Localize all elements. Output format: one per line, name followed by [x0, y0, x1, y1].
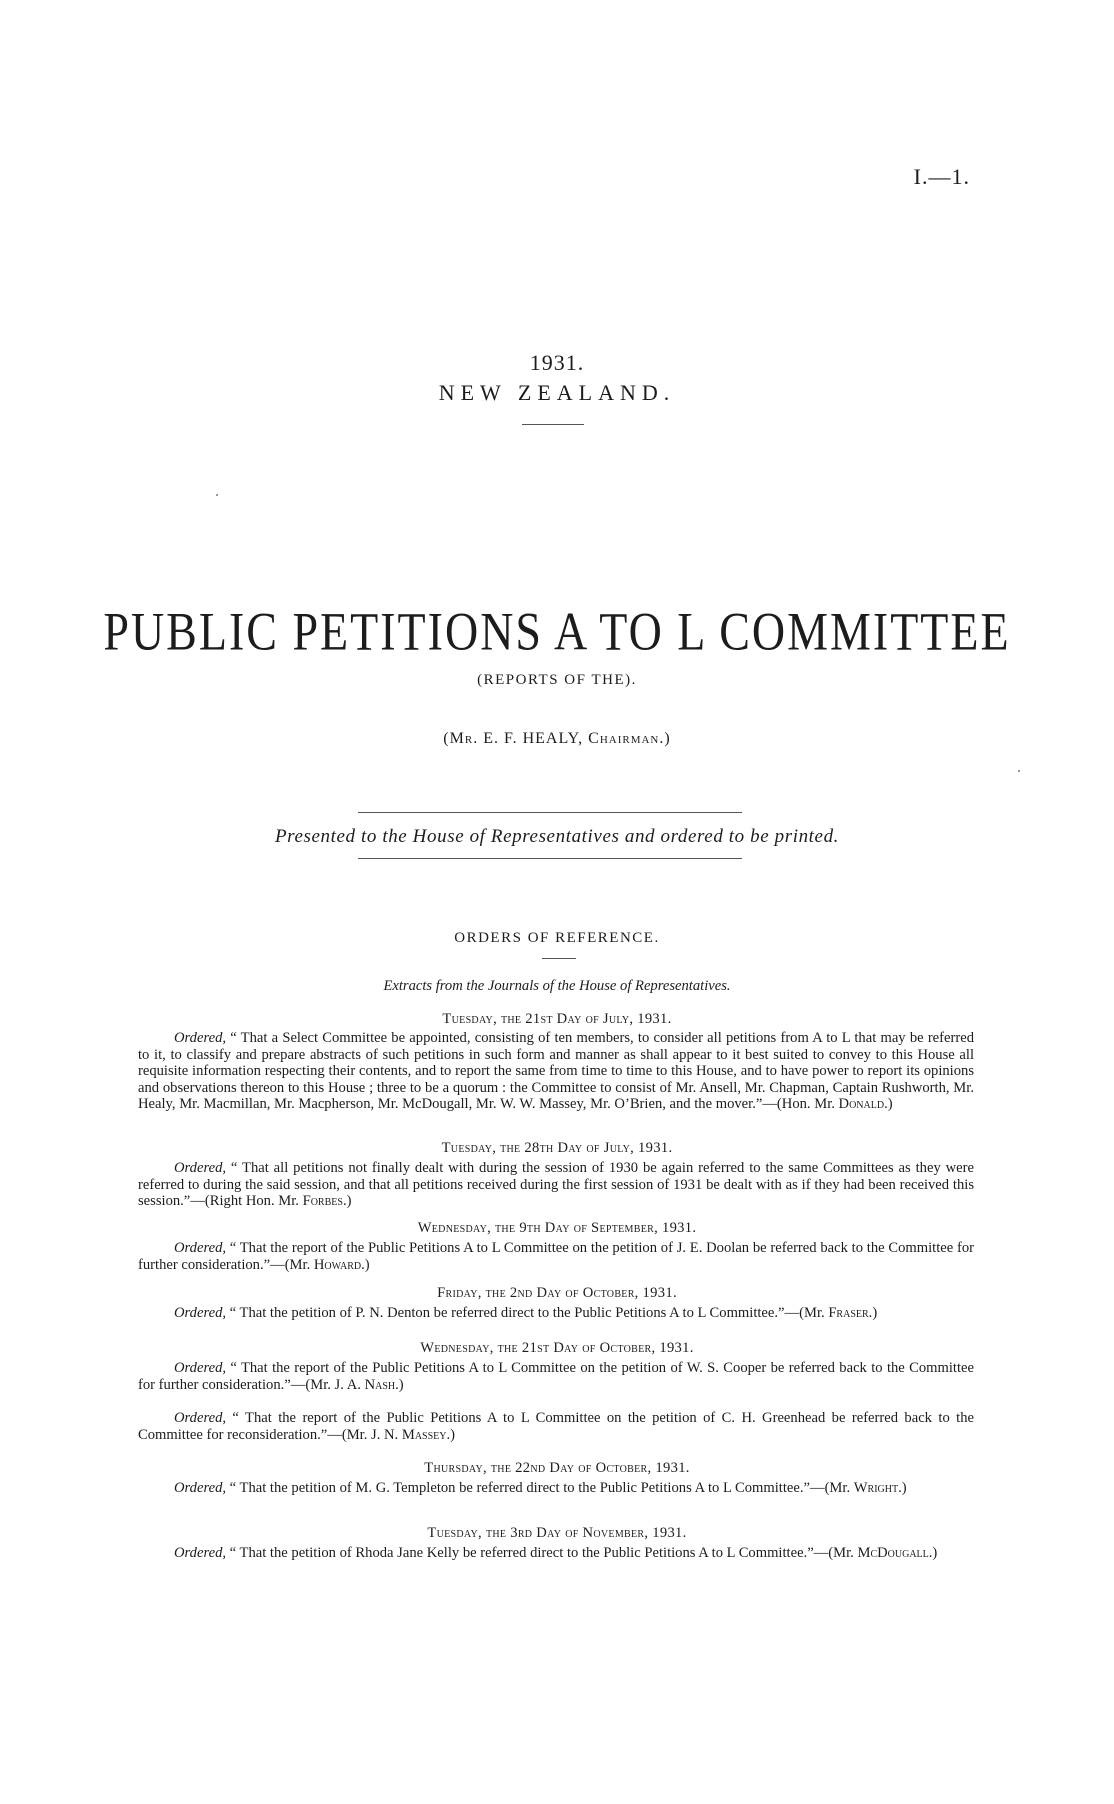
order-entry [138, 1030, 974, 1113]
order-end: .) [884, 1096, 893, 1113]
entry-date: Thursday, the 22nd Day of October, 1931. [424, 1460, 690, 1476]
order-text: “ That the report of the Public Petitions A to L Committee on the petition of J. E. Doolan be referred back to the Committee for further consideration.”—(Mr. [138, 1240, 974, 1273]
order-text: “ That the report of the Public Petitions A to L Committee on the petition of W. S. Cooper be referred back to the Committee for further consideration.”—(Mr. J. A. [138, 1360, 974, 1393]
entry-date: Wednesday, the 9th Day of September, 1931. [417, 1220, 697, 1236]
document-title: PUBLIC PETITIONS A TO L COMMITTEE [103, 601, 1011, 662]
ordered-label: Ordered, [174, 1480, 227, 1496]
order-text: “ That a Select Committee be appointed, consisting of ten members, to consider all petitions from A to L that may be referred to it, to classify and prepare abstracts of such petitions in such form and manner as shall appear to it best suited to convey to this House all requisite information respecting their contents, and to report the same from time to time to this House, and to have power to report its opinions and observations thereon to this House ; three to be a quorum : the Committee to consist of Mr. Ansell, Mr. Chapman, Captain Rushworth, Mr. Healy, Mr. Macmillan, Mr. Macpherson, Mr. McDougall, Mr. W. W. Massey, Mr. O’Brien, and the mover.”—(Hon. Mr. [138, 1030, 974, 1113]
country: NEW ZEALAND. [438, 380, 676, 405]
order-end: .) [898, 1480, 907, 1496]
order-end: .) [446, 1426, 456, 1443]
chairman-open: ( [443, 730, 450, 747]
order-text: “ That the petition of Rhoda Jane Kelly be referred direct to the Public Petitions A to L Committee.”—(Mr. [226, 1545, 858, 1561]
order-mover: Nash [364, 1376, 396, 1393]
presented-rule-top [358, 812, 742, 813]
order-entry [138, 1410, 974, 1443]
order-mover: Massey [401, 1426, 447, 1443]
entry-date: Tuesday, the 3rd Day of November, 1931. [427, 1525, 687, 1541]
document-subtitle: (REPORTS OF THE). [477, 672, 637, 688]
order-mover: Fraser [828, 1305, 869, 1321]
order-end: .) [395, 1376, 404, 1393]
journal-extracts-caption: Extracts from the Journals of the House of Representatives. [383, 978, 731, 994]
order-entry [138, 1240, 974, 1273]
order-text: “ That the petition of P. N. Denton be referred direct to the Public Petitions A to L Committee.”—(Mr. [226, 1305, 829, 1321]
order-entry [138, 1160, 974, 1210]
order-end: .) [868, 1305, 878, 1321]
page-reference: I.—1. [913, 164, 970, 189]
order-mover: Donald [838, 1096, 885, 1113]
ordered-label: Ordered, [174, 1545, 227, 1561]
ordered-label: Ordered, [174, 1410, 227, 1426]
order-mover: Howard [313, 1256, 362, 1273]
ordered-label: Ordered, [174, 1160, 227, 1176]
order-end: .) [928, 1545, 938, 1561]
order-end: .) [342, 1193, 352, 1210]
order-mover: Wright [853, 1480, 899, 1496]
scan-speck [1018, 770, 1020, 772]
order-text: “ That the petition of M. G. Templeton be referred direct to the Public Petitions A to L Committee.”—(Mr. [226, 1480, 854, 1496]
order-entry [138, 1480, 974, 1497]
entry-date: Wednesday, the 21st Day of October, 1931. [420, 1340, 694, 1356]
orders-divider [542, 958, 576, 959]
chairman-role: Chairman [588, 730, 660, 747]
entry-date: Friday, the 2nd Day of October, 1931. [437, 1285, 677, 1301]
header-divider [522, 424, 584, 425]
entry-date: Tuesday, the 21st Day of July, 1931. [442, 1011, 672, 1027]
order-entry [138, 1305, 974, 1322]
entry-date: Tuesday, the 28th Day of July, 1931. [441, 1140, 673, 1156]
ordered-label: Ordered, [174, 1305, 227, 1321]
presented-rule-bottom [358, 858, 742, 859]
order-mover: McDougall [857, 1545, 929, 1561]
ordered-label: Ordered, [174, 1240, 227, 1256]
ordered-label: Ordered, [174, 1030, 227, 1046]
order-mover: Forbes [302, 1193, 343, 1210]
presented-line: Presented to the House of Representatives and ordered to be printed. [274, 826, 840, 847]
order-end: .) [361, 1256, 370, 1273]
order-text: “ That the report of the Public Petitions A to L Committee on the petition of C. H. Greenhead be referred back to the Committee for reconsideration.”—(Mr. J. N. [138, 1410, 974, 1443]
scan-speck [216, 494, 218, 496]
ordered-label: Ordered, [174, 1360, 227, 1376]
order-entry [138, 1545, 974, 1562]
chairman-title: Mr. [449, 730, 479, 747]
chairman-name: E. F. HEALY, [478, 730, 589, 747]
orders-heading: ORDERS OF REFERENCE. [454, 930, 660, 946]
chairman-close: .) [659, 730, 671, 747]
year: 1931. [529, 350, 585, 375]
order-text: “ That all petitions not finally dealt with during the session of 1930 be again referred to the same Committees as they were referred to during the said session, and that all petitions received during the first session of 1931 be dealt with as if they had been received this session.”—(Right Hon. Mr. [138, 1160, 974, 1210]
chairman-line [0, 730, 1114, 748]
order-entry [138, 1360, 974, 1393]
